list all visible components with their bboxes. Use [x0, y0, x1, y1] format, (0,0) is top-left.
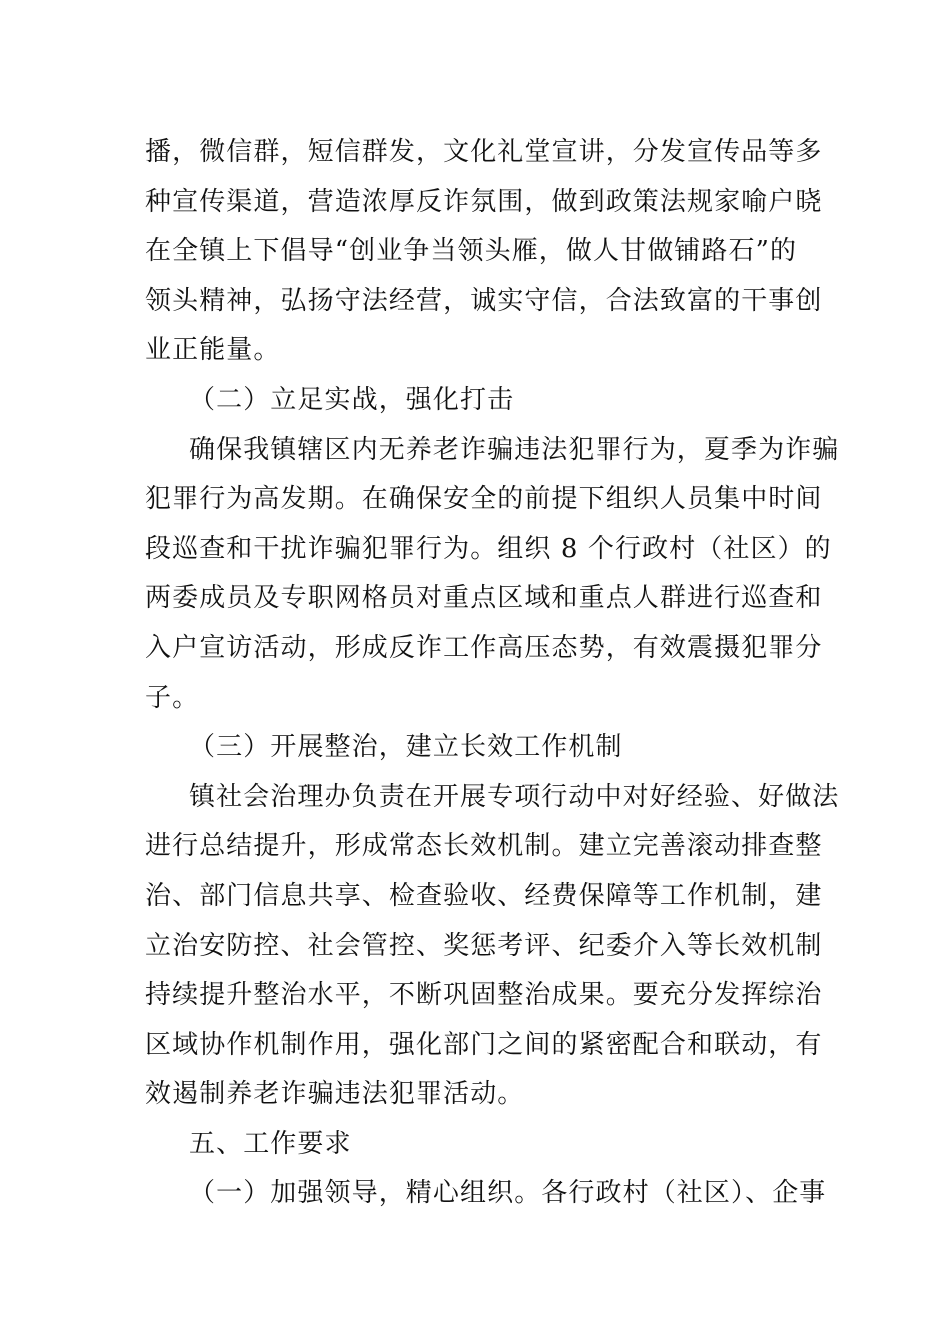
paragraph-line: 领头精神，弘扬守法经营，诚实守信，合法致富的干事创 — [145, 285, 823, 316]
section-heading: 五、工作要求 — [189, 1128, 352, 1159]
document-body — [145, 128, 840, 1219]
paragraph-line: 段巡查和干扰诈骗犯罪行为。组织 8 个行政村（社区）的 — [145, 533, 832, 564]
paragraph-line: 治、部门信息共享、检查验收、经费保障等工作机制，建 — [145, 880, 823, 911]
paragraph-line: 两委成员及专职网格员对重点区域和重点人群进行巡查和 — [145, 583, 823, 614]
paragraph-line: 镇社会治理办负责在开展专项行动中对好经验、好做法 — [189, 781, 840, 812]
paragraph-line: 持续提升整治水平，不断巩固整治成果。要充分发挥综治 — [145, 980, 823, 1011]
paragraph-line: 入户宣访活动，形成反诈工作高压态势，有效震摄犯罪分 — [145, 632, 823, 663]
paragraph-line: 业正能量。 — [145, 335, 281, 366]
paragraph-line: 效遏制养老诈骗违法犯罪活动。 — [145, 1079, 525, 1110]
paragraph-line: 进行总结提升，形成常态长效机制。建立完善滚动排查整 — [145, 831, 823, 862]
paragraph-line: 确保我镇辖区内无养老诈骗违法犯罪行为，夏季为诈骗 — [189, 434, 840, 465]
paragraph-line: 区域协作机制作用，强化部门之间的紧密配合和联动，有 — [145, 1029, 823, 1060]
paragraph-line: 播，微信群，短信群发，文化礼堂宣讲，分发宣传品等多 — [145, 137, 823, 167]
section-heading: （三）开展整治，建立长效工作机制 — [189, 732, 623, 763]
section-heading: （二）立足实战，强化打击 — [189, 384, 515, 415]
paragraph-line: 在全镇上下倡导“创业争当领头雁，做人甘做铺路石”的 — [145, 236, 798, 267]
paragraph-line: 种宣传渠道，营造浓厚反诈氛围，做到政策法规家喻户晓 — [145, 186, 823, 217]
paragraph-line: 立治安防控、社会管控、奖惩考评、纪委介入等长效机制 — [145, 930, 823, 961]
paragraph-line: 子。 — [145, 682, 200, 713]
paragraph-line: （一）加强领导，精心组织。各行政村（社区）、企事 — [189, 1178, 827, 1209]
paragraph-line: 犯罪行为高发期。在确保安全的前提下组织人员集中时间 — [145, 484, 823, 515]
